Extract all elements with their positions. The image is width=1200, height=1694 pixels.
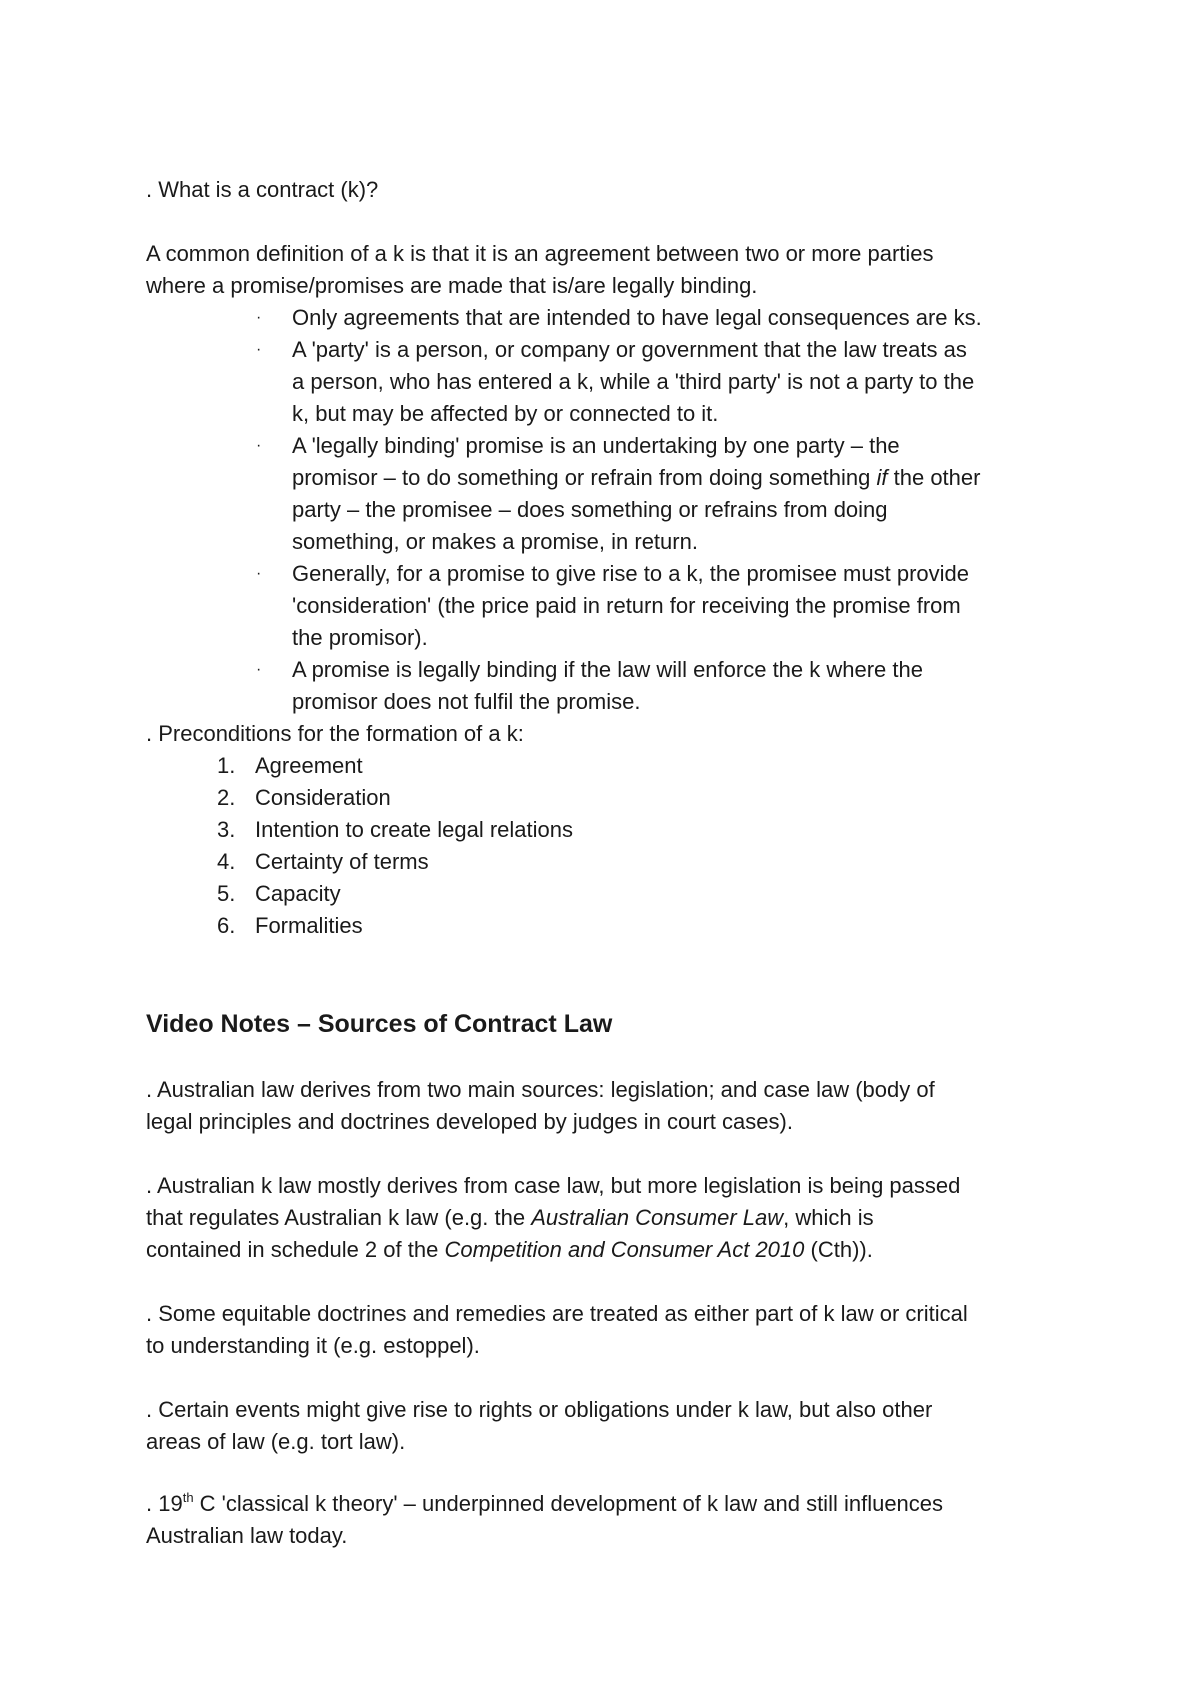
italic-text: Competition and Consumer Act 2010 — [444, 1237, 805, 1262]
italic-text: Australian Consumer Law — [531, 1205, 784, 1230]
italic-text: if — [876, 465, 888, 490]
paragraph-line: . Certain events might give rise to rights or obligations under k law, but also other — [146, 1397, 933, 1422]
bullet-line: the promisor). — [292, 625, 428, 650]
bullet-item — [256, 302, 1076, 334]
list-number: 2. — [217, 785, 236, 810]
paragraph-case-law — [146, 1170, 1066, 1266]
text-run: C 'classical k theory' – underpinned development of k law and still influences — [193, 1491, 944, 1516]
list-label: Intention to create legal relations — [255, 817, 573, 842]
text-run: , which is — [783, 1205, 874, 1230]
list-number: 3. — [217, 817, 236, 842]
preconditions-intro — [146, 718, 1066, 750]
list-label: Consideration — [255, 785, 391, 810]
list-number: 6. — [217, 913, 236, 938]
list-number: 5. — [217, 881, 236, 906]
superscript-text: th — [182, 1490, 194, 1505]
bullet-line: promisor does not fulfil the promise. — [292, 689, 641, 714]
list-item — [217, 814, 917, 846]
paragraph-events — [146, 1394, 1066, 1458]
paragraph-line: Australian law today. — [146, 1523, 348, 1548]
text-run: promisor – to do something or refrain from doing something — [292, 465, 877, 490]
paragraph-line: areas of law (e.g. tort law). — [146, 1429, 406, 1454]
paragraph-classical-theory — [146, 1488, 1066, 1552]
bullet-line: Generally, for a promise to give rise to a k, the promisee must provide — [292, 561, 969, 586]
list-number: 4. — [217, 849, 236, 874]
bullet-marker-icon: · — [256, 437, 262, 454]
definition-bullet-list — [256, 302, 1076, 718]
text-run: the other — [887, 465, 981, 490]
bullet-line: A 'party' is a person, or company or government that the law treats as — [292, 337, 967, 362]
bullet-line — [292, 462, 1076, 494]
bullet-line: something, or makes a promise, in return. — [292, 529, 698, 554]
list-item — [217, 782, 917, 814]
list-label: Formalities — [255, 913, 363, 938]
text-run: that regulates Australian k law (e.g. the — [146, 1205, 532, 1230]
list-item — [217, 910, 917, 942]
bullet-item — [256, 654, 1076, 718]
preconditions-list — [217, 750, 917, 942]
list-item — [217, 750, 917, 782]
bullet-item — [256, 558, 1076, 654]
bullet-item — [256, 334, 1076, 430]
bullet-marker-icon: · — [256, 309, 262, 326]
section-heading: Video Notes – Sources of Contract Law — [146, 1010, 613, 1038]
definition-line-1: A common definition of a k is that it is an agreement between two or more parties — [146, 241, 934, 266]
definition-paragraph — [146, 238, 1066, 302]
paragraph-sources — [146, 1074, 1066, 1138]
paragraph-line — [146, 1234, 1066, 1266]
list-number: 1. — [217, 753, 236, 778]
bullet-line: k, but may be affected by or connected to it. — [292, 401, 719, 426]
list-label: Certainty of terms — [255, 849, 429, 874]
paragraph-line: legal principles and doctrines developed by judges in court cases). — [146, 1109, 793, 1134]
bullet-item — [256, 430, 1076, 558]
list-label: Agreement — [255, 753, 363, 778]
paragraph-equitable — [146, 1298, 1066, 1362]
paragraph-line — [146, 1488, 1066, 1520]
preconditions-intro-text: . Preconditions for the formation of a k: — [146, 721, 524, 746]
question-what-is-contract — [146, 174, 1066, 206]
paragraph-line: . Some equitable doctrines and remedies are treated as either part of k law or critical — [146, 1301, 968, 1326]
bullet-line: 'consideration' (the price paid in return for receiving the promise from — [292, 593, 961, 618]
bullet-line: Only agreements that are intended to have legal consequences are ks. — [292, 305, 982, 330]
paragraph-line — [146, 1202, 1066, 1234]
bullet-line: a person, who has entered a k, while a 'third party' is not a party to the — [292, 369, 975, 394]
bullet-marker-icon: · — [256, 341, 262, 358]
question-text: . What is a contract (k)? — [146, 177, 379, 202]
list-item — [217, 846, 917, 878]
definition-line-2: where a promise/promises are made that is/are legally binding. — [146, 273, 758, 298]
paragraph-line: to understanding it (e.g. estoppel). — [146, 1333, 480, 1358]
bullet-line: A promise is legally binding if the law will enforce the k where the — [292, 657, 923, 682]
paragraph-line: . Australian k law mostly derives from case law, but more legislation is being passed — [146, 1173, 961, 1198]
bullet-marker-icon: · — [256, 661, 262, 678]
list-item — [217, 878, 917, 910]
text-run: contained in schedule 2 of the — [146, 1237, 445, 1262]
text-run: . 19 — [146, 1491, 183, 1516]
bullet-marker-icon: · — [256, 565, 262, 582]
bullet-line: A 'legally binding' promise is an undertaking by one party – the — [292, 433, 900, 458]
paragraph-line: . Australian law derives from two main sources: legislation; and case law (body of — [146, 1077, 935, 1102]
bullet-line: party – the promisee – does something or refrains from doing — [292, 497, 888, 522]
text-run: (Cth)). — [804, 1237, 873, 1262]
list-label: Capacity — [255, 881, 341, 906]
